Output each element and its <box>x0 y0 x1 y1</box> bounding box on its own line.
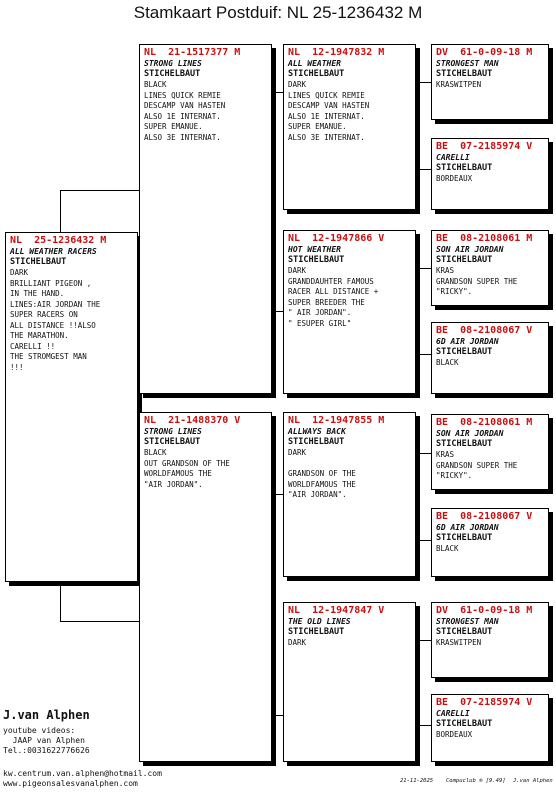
pedigree-card-ffm <box>431 138 549 210</box>
breeder-name: STICHELBAUT <box>436 255 493 265</box>
ring-number: BE 08-2108061 M <box>436 233 533 244</box>
pigeon-name: STRONG LINES <box>144 427 202 436</box>
connector-line <box>416 640 417 726</box>
pigeon-info: KRASWITPEN <box>436 80 482 89</box>
email-link[interactable]: kw.centrum.van.alphen@hotmail.com <box>3 769 162 778</box>
pedigree-card-fmm <box>431 322 549 394</box>
ring-number: NL 12-1947832 M <box>288 47 385 58</box>
pedigree-card-fmf <box>431 230 549 306</box>
connector-line <box>416 82 431 83</box>
connector-line <box>416 169 431 170</box>
connector-line <box>416 725 431 726</box>
pigeon-info: DARK BRILLIANT PIGEON , IN THE HAND. LINES:AIR JORDAN THE SUPER RACERS ON ALL DISTANCE !!ALSO THE MARATHON. CARELLI !! THE STROMGEST MAN !!! <box>10 268 101 372</box>
ring-number: BE 08-2108061 M <box>436 417 533 428</box>
ring-number: NL 12-1947866 V <box>288 233 385 244</box>
pedigree-card-mff <box>431 414 549 490</box>
print-date: 21-11-2025 <box>400 778 434 784</box>
breeder-name: STICHELBAUT <box>436 533 493 543</box>
ring-number: NL 12-1947847 V <box>288 605 385 616</box>
breeder-name: STICHELBAUT <box>436 163 493 173</box>
website-link[interactable]: www.pigeonsalesvanalphen.com <box>3 779 138 788</box>
pigeon-name: 6D AIR JORDAN <box>436 337 499 346</box>
connector-line <box>416 453 417 541</box>
ring-number: DV 61-0-09-18 M <box>436 47 533 58</box>
pedigree-card-mmf <box>431 602 549 678</box>
pigeon-info: BLACK <box>436 544 459 553</box>
pigeon-name: 6D AIR JORDAN <box>436 523 499 532</box>
breeder-name: STICHELBAUT <box>288 69 345 79</box>
pigeon-info: BLACK <box>436 358 459 367</box>
pigeon-name: ALLWAYS BACK <box>288 427 346 436</box>
breeder-name: STICHELBAUT <box>436 439 493 449</box>
connector-line <box>416 540 431 541</box>
pigeon-info: DARK GRANDDAUHTER FAMOUS RACER ALL DISTANCE + SUPER BREEDER THE " AIR JORDAN". " ESUPER GIRL" <box>288 266 379 328</box>
pigeon-info: DARK GRANDSON OF THE WORLDFAMOUS THE "AIR JORDAN". <box>288 448 356 499</box>
pigeon-info: BORDEAUX <box>436 730 473 739</box>
ring-number: BE 08-2108067 V <box>436 325 533 336</box>
pedigree-card-mfm <box>431 508 549 577</box>
pigeon-name: ALL WEATHER RACERS <box>10 247 97 256</box>
breeder-name: STICHELBAUT <box>436 347 493 357</box>
software-label: Compuclub ® [9.49] <box>446 778 506 784</box>
pedigree-card-fm <box>283 230 416 394</box>
telephone: Tel.:0031622776626 <box>3 746 90 755</box>
connector-line <box>416 453 431 454</box>
pedigree-card-mm <box>283 602 416 762</box>
pigeon-name: STRONG LINES <box>144 59 202 68</box>
ring-number: NL 21-1517377 M <box>144 47 241 58</box>
ring-number: NL 25-1236432 M <box>10 235 107 246</box>
connector-line <box>416 354 431 355</box>
breeder-name: STICHELBAUT <box>436 627 493 637</box>
pigeon-info: BLACK OUT GRANDSON OF THE WORLDFAMOUS THE "AIR JORDAN". <box>144 448 230 489</box>
pigeon-info: BLACK LINES QUICK REMIE DESCAMP VAN HASTEN ALSO 1E INTERNAT. SUPER EMANUE. ALSO 3E INTERNAT. <box>144 80 226 142</box>
connector-line <box>416 268 417 355</box>
pigeon-name: CARELLI <box>436 709 470 718</box>
ring-number: BE 07-2185974 V <box>436 141 533 152</box>
pigeon-info: BORDEAUX <box>436 174 473 183</box>
connector-line <box>60 190 61 232</box>
pigeon-name: ALL WEATHER <box>288 59 341 68</box>
connector-line <box>416 640 431 641</box>
pedigree-card-mmm <box>431 694 549 762</box>
pedigree-card-fff <box>431 44 549 120</box>
pigeon-info: KRAS GRANDSON SUPER THE "RICKY". <box>436 450 518 480</box>
youtube-label: youtube videos: <box>3 726 76 735</box>
connector-line <box>60 582 61 622</box>
author-label: J.van Alphen <box>513 778 553 784</box>
pigeon-name: SON AIR JORDAN <box>436 245 504 254</box>
ring-number: BE 08-2108067 V <box>436 511 533 522</box>
breeder-name: STICHELBAUT <box>288 627 345 637</box>
ring-number: DV 61-0-09-18 M <box>436 605 533 616</box>
pigeon-info: DARK LINES QUICK REMIE DESCAMP VAN HASTEN ALSO 1E INTERNAT. SUPER EMANUE. ALSO 3E INTERNAT. <box>288 80 370 142</box>
pigeon-info: KRAS GRANDSON SUPER THE "RICKY". <box>436 266 518 296</box>
pigeon-name: SON AIR JORDAN <box>436 429 504 438</box>
pigeon-info: KRASWITPEN <box>436 638 482 647</box>
pigeon-info: DARK <box>288 638 307 647</box>
breeder-name: STICHELBAUT <box>288 437 345 447</box>
pedigree-card-subject <box>5 232 138 582</box>
pedigree-card-mother <box>139 412 272 762</box>
pigeon-name: THE OLD LINES <box>288 617 351 626</box>
pigeon-name: STRONGEST MAN <box>436 617 499 626</box>
ring-number: BE 07-2185974 V <box>436 697 533 708</box>
ring-number: NL 12-1947855 M <box>288 415 385 426</box>
pedigree-card-ff <box>283 44 416 210</box>
pigeon-name: STRONGEST MAN <box>436 59 499 68</box>
ring-number: NL 21-1488370 V <box>144 415 241 426</box>
page-title: Stamkaart Postduif: NL 25-1236432 M <box>133 3 423 22</box>
pigeon-name: HOT WEATHER <box>288 245 341 254</box>
pigeon-name: CARELLI <box>436 153 470 162</box>
breeder-name: STICHELBAUT <box>144 437 201 447</box>
connector-line <box>416 268 431 269</box>
breeder-name: STICHELBAUT <box>436 719 493 729</box>
connector-line <box>60 621 139 622</box>
youtube-name: JAAP van Alphen <box>3 736 85 745</box>
connector-line <box>416 82 417 170</box>
connector-line <box>60 190 139 191</box>
breeder-name: STICHELBAUT <box>436 69 493 79</box>
breeder-name: STICHELBAUT <box>10 257 67 267</box>
pedigree-card-father <box>139 44 272 394</box>
pedigree-card-mf <box>283 412 416 577</box>
owner-name: J.van Alphen <box>3 708 90 722</box>
breeder-name: STICHELBAUT <box>288 255 345 265</box>
breeder-name: STICHELBAUT <box>144 69 201 79</box>
